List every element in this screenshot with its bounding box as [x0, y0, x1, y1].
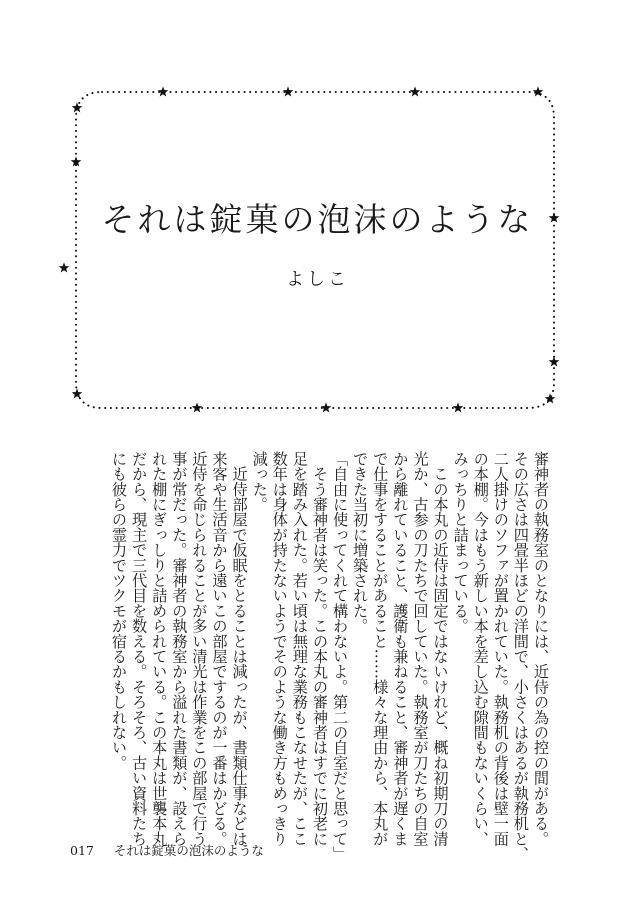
text-line: できた当初に増築された。: [351, 451, 370, 634]
text-line: にも彼らの霊力でツクモが宿るかもしれない。: [110, 451, 129, 771]
star-ornament-icon: [549, 356, 560, 366]
text-line: 減った。: [250, 451, 269, 512]
text-line: 数年は身体が持たないようでそのような働き方もめっきり: [270, 451, 289, 847]
star-ornament-icon: [158, 86, 169, 96]
text-line: その広さは四畳半ほどの洋間で、小さくはあるが執務机と、: [511, 451, 530, 862]
text-line: の本棚。今はもう新しい本を差し込む隙間もないくらい、: [471, 451, 490, 847]
text-line: 「自由に使ってくれて構わないよ。第二の自室だと思って」: [331, 451, 350, 862]
text-line: 足を踏み入れた。若い頃は無理な業務もこなせたが、ここ: [290, 451, 309, 847]
star-ornament-icon: [533, 86, 544, 96]
star-ornament-icon: [192, 402, 203, 412]
text-line: から離れていること、護衛も兼ねること、審神者が遅くま: [391, 451, 410, 847]
page-footer: [70, 843, 264, 859]
text-line: 事が常だった。審神者の執務室から溢れた書類が、設えら: [170, 451, 189, 847]
text-line: 光か、古参の刀たちで回していた。執務室が刀たちの自室: [411, 451, 430, 847]
star-ornament-icon: [545, 393, 556, 403]
text-line: だから、現主で三代目を数える。そろそろ、古い資料たち: [130, 451, 149, 847]
text-line: で仕事をすることがあること……様々な理由から、本丸が: [371, 451, 390, 847]
star-ornament-icon: [283, 86, 294, 96]
star-ornament-icon: [59, 262, 70, 272]
star-ornament-icon: [72, 102, 83, 112]
text-line: そう審神者は笑った。この本丸の審神者はすでに初老に: [310, 451, 329, 847]
text-line: 来客や生活音から遠いこの部屋でするのが一番はかどる。: [210, 451, 229, 847]
page-number: 017: [70, 843, 94, 858]
text-line: れた棚にぎっしりと詰められている。この本丸は世襲本丸: [150, 451, 169, 847]
text-line: 近侍部屋で仮眠をとることは減ったが、書類仕事などは: [230, 451, 249, 847]
star-ornament-icon: [453, 402, 464, 412]
running-title: それは錠菓の泡沫のような: [113, 843, 264, 858]
text-line: みっちりと詰まっている。: [451, 451, 470, 634]
star-ornament-icon: [72, 388, 83, 398]
text-line: この本丸の近侍は固定ではないけれど、概ね初期刀の清: [431, 451, 450, 847]
text-line: 近侍を命じられることが多い清光は作業をこの部屋で行う: [190, 451, 209, 847]
story-title: それは錠菓の泡沫のような: [101, 200, 534, 239]
text-line: 審神者の執務室のとなりには、近侍の為の控の間がある。: [532, 451, 550, 847]
star-ornament-icon: [410, 86, 421, 96]
author-name: よしこ: [286, 269, 349, 290]
dotted-border: [76, 92, 554, 408]
text-line: 二人掛けのソファが置かれていた。執務机の背後は壁一面: [491, 451, 510, 847]
star-ornament-icon: [321, 402, 332, 412]
